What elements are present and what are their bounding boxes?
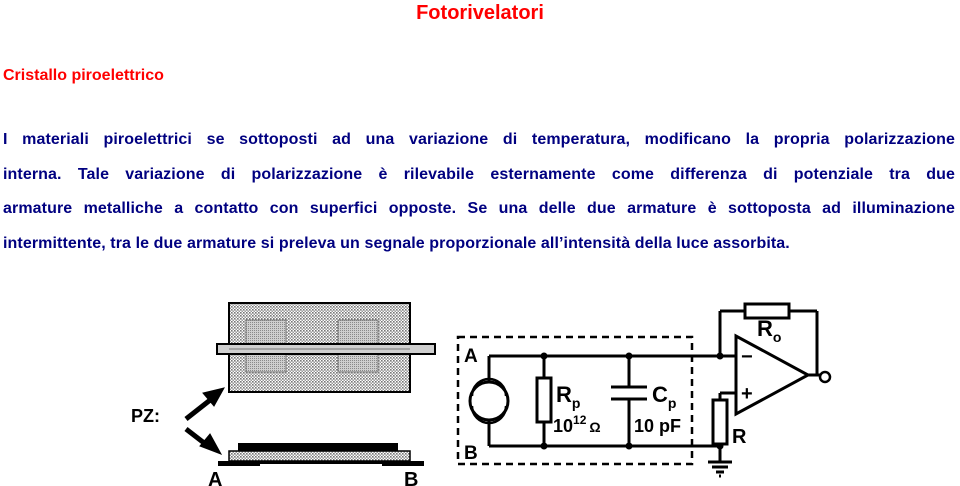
page-title: Fotorivelatori [416, 2, 544, 24]
crystal-top-view [217, 303, 435, 392]
rp-label: $R_p$ [556, 382, 581, 411]
rp-value: $10^{12}$ $_\Omega$ [553, 413, 601, 436]
paragraph-line-4: intermittente, tra le due armature si preleva un segnale proporzionale all’intensità della luce assorbita. [3, 234, 790, 252]
opamp-plus: + [741, 383, 753, 405]
r-label: R [732, 426, 747, 448]
cp-label: $C_p$ [652, 382, 677, 411]
paragraph-line-1: I materiali piroelettrici se sottoposti ad una variazione di temperatura, modificano la propria polarizzazione [3, 131, 955, 148]
opamp-minus: − [741, 346, 753, 368]
section-heading: Cristallo piroelettrico [3, 67, 164, 84]
paragraph-line-3: armature metalliche a contatto con superfici opposte. Se una delle due armature è sottoposta ad illuminazione [3, 200, 955, 217]
circuit-a-label: A [464, 346, 478, 367]
cp-value: 10 pF [634, 416, 682, 436]
ro-label: $R_o$ [757, 316, 782, 345]
crystal-b-label: B [404, 469, 419, 486]
light-arrows [186, 388, 224, 454]
pz-label: PZ: [131, 406, 160, 426]
crystal-side-view [218, 443, 424, 466]
crystal-a-label: A [208, 469, 223, 486]
circuit-b-label: B [464, 443, 478, 464]
paragraph-line-2: interna. Tale variazione di polarizzazione è rilevabile esternamente come differenza di potenziale tra due [3, 165, 955, 183]
